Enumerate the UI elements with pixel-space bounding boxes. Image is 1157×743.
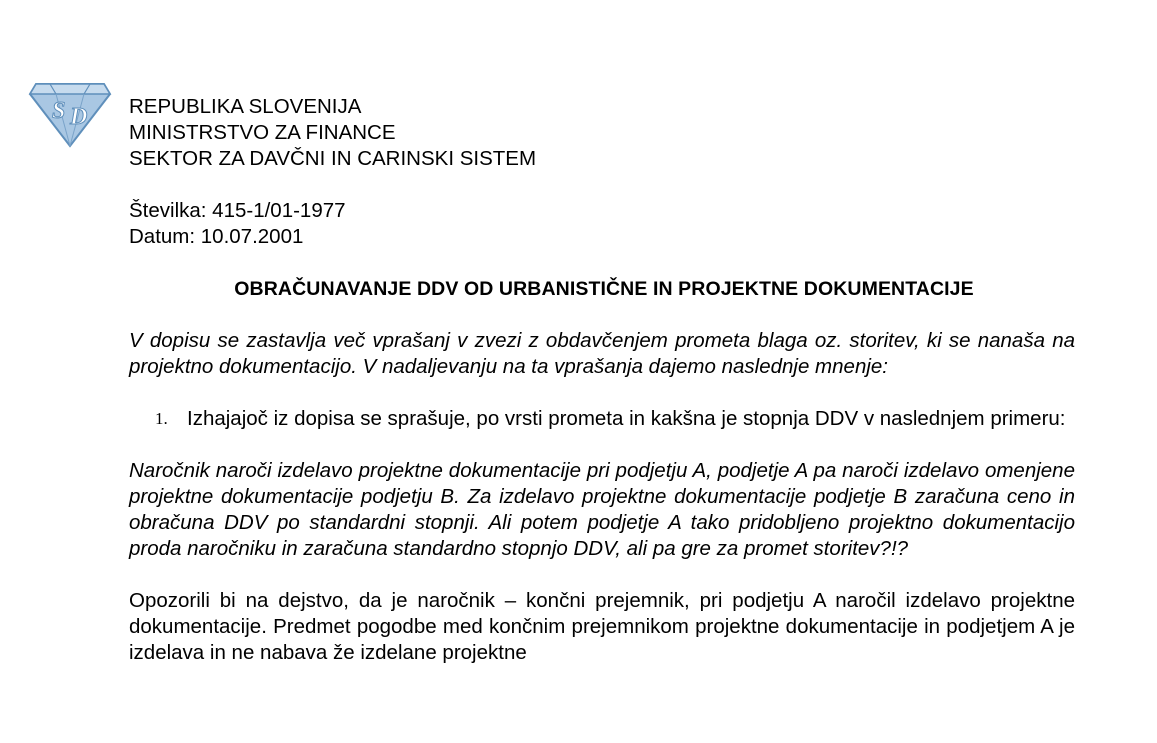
- document-date: Datum: 10.07.2001: [129, 225, 304, 248]
- document-page: [129, 94, 1075, 666]
- question-number: 1.: [155, 409, 168, 428]
- svg-text:S: S: [52, 98, 66, 124]
- answer-paragraph: Opozorili bi na dejstvo, da je naročnik – končni prejemnik, pri podjetju A naročil izdelavo projektne dokumentacije. Predmet pogodbe med končnim prejemnikom projektne dokumentacije in podjetjem A je izdelava in ne nabava že izdelane projektne: [129, 589, 1075, 664]
- ministry-diamond-logo-icon: [28, 78, 112, 148]
- question-item: [129, 406, 1075, 432]
- header-republic: REPUBLIKA SLOVENIJA: [129, 95, 362, 118]
- document-number: Številka: 415-1/01-1977: [129, 199, 346, 222]
- case-paragraph: Naročnik naroči izdelavo projektne dokumentacije pri podjetju A, podjetje A pa naroči izdelavo omenjene projektne dokumentacije podjetju B. Za izdelavo projektne dokumentacije podjetje B zaračuna ceno in obračuna DDV po standardni stopnji. Ali potem podjetje A tako pridobljeno projektno dokumentacijo proda naročniku in zaračuna standardno stopnjo DDV, ali pa gre za promet storitev?!?: [129, 459, 1075, 560]
- document-title: OBRAČUNAVANJE DDV OD URBANISTIČNE IN PROJEKTNE DOKUMENTACIJE: [234, 278, 974, 300]
- intro-paragraph: V dopisu se zastavlja več vprašanj v zvezi z obdavčenjem prometa blaga oz. storitev, ki se nanaša na projektno dokumentacijo. V nadaljevanju na ta vprašanja dajemo naslednje mnenje:: [129, 329, 1075, 378]
- header-ministry: MINISTRSTVO ZA FINANCE: [129, 121, 396, 144]
- svg-text:D: D: [70, 104, 88, 130]
- question-text: Izhajajoč iz dopisa se sprašuje, po vrsti prometa in kakšna je stopnja DDV v naslednjem primeru:: [187, 407, 1066, 430]
- header-sector: SEKTOR ZA DAVČNI IN CARINSKI SISTEM: [129, 147, 537, 170]
- document-meta: [129, 198, 1075, 250]
